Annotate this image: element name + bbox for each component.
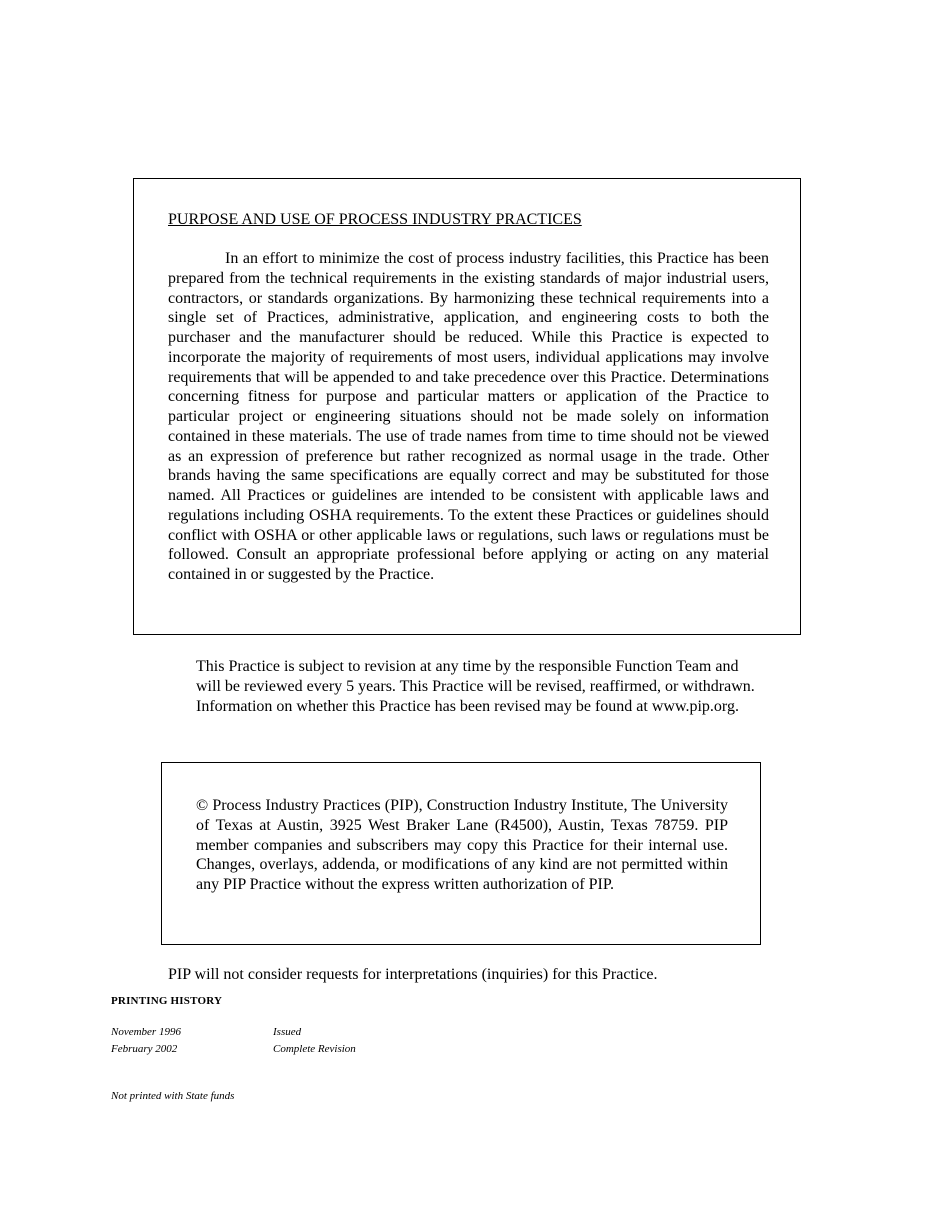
purpose-title: PURPOSE AND USE OF PROCESS INDUSTRY PRACTICES xyxy=(168,211,582,228)
history-date: November 1996 xyxy=(111,1026,181,1038)
history-row xyxy=(111,1025,301,1039)
revision-note: This Practice is subject to revision at any time by the responsible Function Team and will be reviewed every 5 years. This Practice will be revised, reaffirmed, or withdrawn. Information on whether this Practice has been revised may be found at www.pip.org. xyxy=(196,658,755,715)
interpretation-note: PIP will not consider requests for interpretations (inquiries) for this Practice. xyxy=(168,966,658,983)
purpose-body: In an effort to minimize the cost of process industry facilities, this Practice has been prepared from the technical requirements in the existing standards of major industrial users, contractors, or standards organizations. By harmonizing these technical requirements into a single set of Practices, administrative, application, and engineering costs to both the purchaser and the manufacturer should be reduced. While this Practice is expected to incorporate the majority of requirements of most users, individual applications may involve requirements that will be appended to and take precedence over this Practice. Determinations concerning fitness for purpose and particular matters or application of the Practice to particular project or engineering situations should not be made solely on information contained in these materials. The use of trade names from time to time should not be viewed as an expression of preference but rather recognized as normal usage in the trade. Other brands having the same specifications are equally correct and may be substituted for those named. All Practices or guidelines are intended to be consistent with applicable laws and regulations including OSHA requirements. To the extent these Practices or guidelines should conflict with OSHA or other applicable laws or regulations, such laws or regulations must be followed. Consult an appropriate professional before applying or acting on any material contained in or suggested by the Practice. xyxy=(168,250,769,583)
history-description: Complete Revision xyxy=(273,1043,356,1055)
history-row xyxy=(111,1042,356,1056)
printing-history-heading: PRINTING HISTORY xyxy=(111,995,223,1007)
copyright-box xyxy=(161,762,761,945)
history-description: Issued xyxy=(273,1026,302,1038)
funds-note: Not printed with State funds xyxy=(111,1090,235,1102)
copyright-text: © Process Industry Practices (PIP), Construction Industry Institute, The University of Texas at Austin, 3925 West Braker Lane (R4500), Austin, Texas 78759. PIP member companies and subscribers may copy this Practice for their internal use. Changes, overlays, addenda, or modifications of any kind are not permitted within any PIP Practice without the express written authorization of PIP. xyxy=(196,797,728,893)
history-date: February 2002 xyxy=(111,1043,178,1055)
purpose-box xyxy=(133,178,801,635)
